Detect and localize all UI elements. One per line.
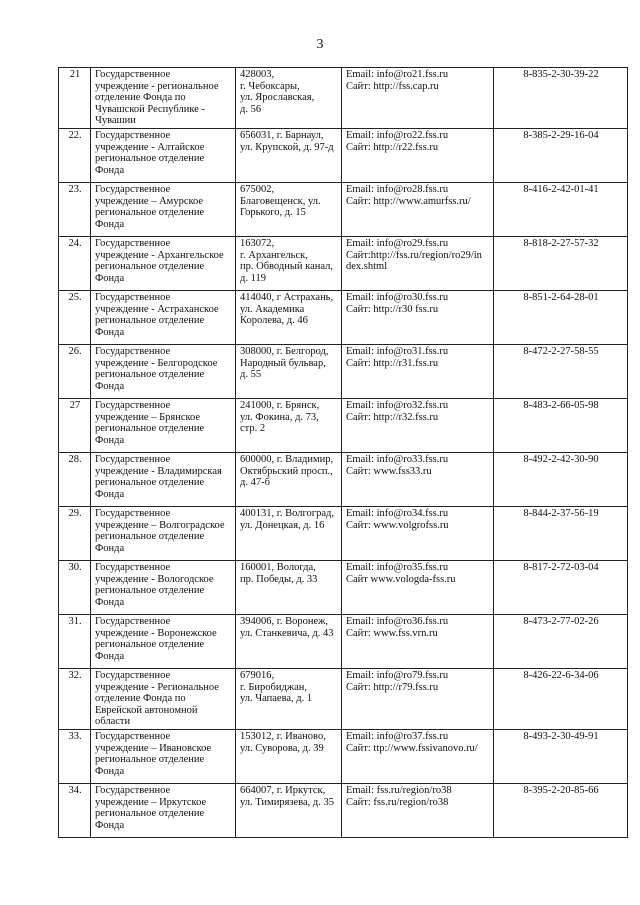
organization-name: Государственное учреждение - Алтайское региональное отделение Фонда [91, 129, 236, 183]
contact-details: Email: info@ro32.fss.ru Сайт: http://r32.fss.ru [342, 399, 494, 453]
row-number: 25. [59, 291, 91, 345]
contact-details: Email: info@ro28.fss.ru Сайт: http://www.amurfss.ru/ [342, 183, 494, 237]
organization-name: Государственное учреждение - Вологодское региональное отделение Фонда [91, 561, 236, 615]
postal-address: 400131, г. Волгоград, ул. Донецкая, д. 16 [236, 507, 342, 561]
postal-address: 679016, г. Биробиджан, ул. Чапаева, д. 1 [236, 669, 342, 730]
contact-details: Email: info@ro33.fss.ru Сайт: www.fss33.ru [342, 453, 494, 507]
table-row [59, 68, 628, 129]
row-number: 34. [59, 784, 91, 838]
table-row [59, 453, 628, 507]
regional-offices-table [58, 67, 628, 838]
table-row [59, 669, 628, 730]
row-number: 29. [59, 507, 91, 561]
postal-address: 160001, Вологда, пр. Победы, д. 33 [236, 561, 342, 615]
contact-details: Email: info@ro31.fss.ru Сайт: http://r31.fss.ru [342, 345, 494, 399]
page-number: 3 [316, 37, 324, 52]
postal-address: 428003, г. Чебоксары, ул. Ярославская, д. 56 [236, 68, 342, 129]
phone-number: 8-818-2-27-57-32 [494, 237, 628, 291]
table-row [59, 784, 628, 838]
table-row [59, 183, 628, 237]
table-row [59, 561, 628, 615]
table-row [59, 237, 628, 291]
row-number: 33. [59, 730, 91, 784]
postal-address: 656031, г. Барнаул, ул. Крупской, д. 97-д [236, 129, 342, 183]
contact-details: Email: info@ro36.fss.ru Сайт: www.fss.vrn.ru [342, 615, 494, 669]
postal-address: 664007, г. Иркутск, ул. Тимирязева, д. 35 [236, 784, 342, 838]
row-number: 31. [59, 615, 91, 669]
contact-details: Email: info@ro29.fss.ru Сайт:http://fss.ru/region/ro29/in dex.shtml [342, 237, 494, 291]
contact-details: Email: info@ro34.fss.ru Сайт: www.volgrofss.ru [342, 507, 494, 561]
row-number: 28. [59, 453, 91, 507]
organization-name: Государственное учреждение – Иркутское региональное отделение Фонда [91, 784, 236, 838]
phone-number: 8-385-2-29-16-04 [494, 129, 628, 183]
organization-name: Государственное учреждение – Брянское региональное отделение Фонда [91, 399, 236, 453]
row-number: 32. [59, 669, 91, 730]
phone-number: 8-844-2-37-56-19 [494, 507, 628, 561]
row-number: 30. [59, 561, 91, 615]
phone-number: 8-472-2-27-58-55 [494, 345, 628, 399]
contact-details: Email: info@ro35.fss.ru Сайт www.vologda-fss.ru [342, 561, 494, 615]
organization-name: Государственное учреждение – Волгоградское региональное отделение Фонда [91, 507, 236, 561]
table-row [59, 345, 628, 399]
phone-number: 8-483-2-66-05-98 [494, 399, 628, 453]
phone-number: 8-817-2-72-03-04 [494, 561, 628, 615]
table-row [59, 507, 628, 561]
table-row [59, 129, 628, 183]
row-number: 27 [59, 399, 91, 453]
postal-address: 241000, г. Брянск, ул. Фокина, д. 73, стр. 2 [236, 399, 342, 453]
contact-details: Email: info@ro21.fss.ru Сайт: http://fss.cap.ru [342, 68, 494, 129]
organization-name: Государственное учреждение – Ивановское региональное отделение Фонда [91, 730, 236, 784]
postal-address: 675002, Благовещенск, ул. Горького, д. 15 [236, 183, 342, 237]
organization-name: Государственное учреждение - региональное отделение Фонда по Чувашской Республике - Чувашии [91, 68, 236, 129]
postal-address: 394006, г. Воронеж, ул. Станкевича, д. 43 [236, 615, 342, 669]
phone-number: 8-835-2-30-39-22 [494, 68, 628, 129]
table-row [59, 730, 628, 784]
table-row [59, 615, 628, 669]
contact-details: Email: info@ro37.fss.ru Сайт: ttp://www.fssivanovo.ru/ [342, 730, 494, 784]
row-number: 26. [59, 345, 91, 399]
phone-number: 8-426-22-6-34-06 [494, 669, 628, 730]
phone-number: 8-493-2-30-49-91 [494, 730, 628, 784]
table-row [59, 399, 628, 453]
organization-name: Государственное учреждение - Владимирская региональное отделение Фонда [91, 453, 236, 507]
organization-name: Государственное учреждение - Воронежское региональное отделение Фонда [91, 615, 236, 669]
row-number: 24. [59, 237, 91, 291]
postal-address: 600000, г. Владимир, Октябрьский просп., д. 47-б [236, 453, 342, 507]
postal-address: 414040, г Астрахань, ул. Академика Королева, д. 46 [236, 291, 342, 345]
postal-address: 153012, г. Иваново, ул. Суворова, д. 39 [236, 730, 342, 784]
phone-number: 8-416-2-42-01-41 [494, 183, 628, 237]
table-row [59, 291, 628, 345]
organization-name: Государственное учреждение - Архангельское региональное отделение Фонда [91, 237, 236, 291]
postal-address: 308000, г. Белгород, Народный бульвар, д. 55 [236, 345, 342, 399]
organization-name: Государственное учреждение - Региональное отделение Фонда по Еврейской автономной области [91, 669, 236, 730]
row-number: 23. [59, 183, 91, 237]
organization-name: Государственное учреждение – Амурское региональное отделение Фонда [91, 183, 236, 237]
row-number: 22. [59, 129, 91, 183]
organization-name: Государственное учреждение - Белгородское региональное отделение Фонда [91, 345, 236, 399]
phone-number: 8-473-2-77-02-26 [494, 615, 628, 669]
contact-details: Email: info@ro79.fss.ru Сайт: http://r79.fss.ru [342, 669, 494, 730]
phone-number: 8-395-2-20-85-66 [494, 784, 628, 838]
organization-name: Государственное учреждение - Астраханское региональное отделение Фонда [91, 291, 236, 345]
postal-address: 163072, г. Архангельск, пр. Обводный канал, д. 119 [236, 237, 342, 291]
phone-number: 8-492-2-42-30-90 [494, 453, 628, 507]
row-number: 21 [59, 68, 91, 129]
contact-details: Email: info@ro30.fss.ru Сайт: http://r30 fss.ru [342, 291, 494, 345]
contact-details: Email: fss.ru/region/ro38 Сайт: fss.ru/region/ro38 [342, 784, 494, 838]
phone-number: 8-851-2-64-28-01 [494, 291, 628, 345]
contact-details: Email: info@ro22.fss.ru Сайт: http://r22.fss.ru [342, 129, 494, 183]
